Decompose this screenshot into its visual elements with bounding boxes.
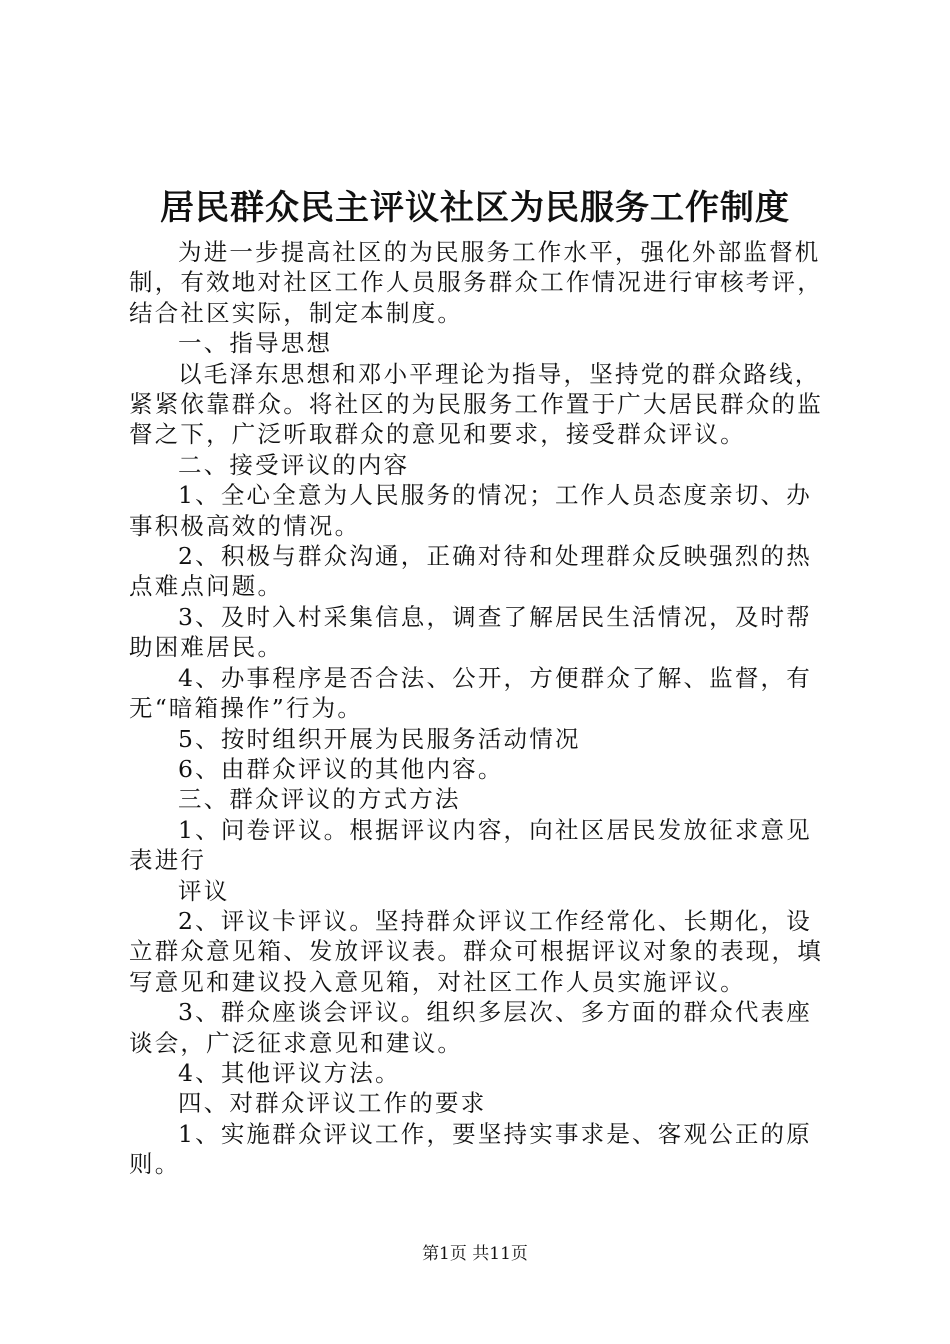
section-heading-3: 三、群众评议的方式方法 <box>178 785 461 814</box>
list-item-content-3: 3、及时入村采集信息，调查了解居民生活情况，及时帮助困难居民。 <box>129 602 812 662</box>
section-heading-4: 四、对群众评议工作的要求 <box>178 1089 487 1118</box>
list-item-method-4: 4、其他评议方法。 <box>178 1058 401 1087</box>
list-item-content-5: 5、按时组织开展为民服务活动情况 <box>178 724 581 753</box>
page-footer: 第1页 共11页 <box>422 1244 528 1264</box>
list-item-content-4: 4、办事程序是否合法、公开，方便群众了解、监督，有无“暗箱操作”行为。 <box>129 663 812 723</box>
list-item-method-1-continuation: 评议 <box>178 876 230 905</box>
section-heading-2: 二、接受评议的内容 <box>178 450 410 479</box>
list-item-method-1: 1、问卷评议。根据评议内容，向社区居民发放征求意见表进行 <box>129 815 812 875</box>
document-body <box>129 237 835 1180</box>
list-item-content-2: 2、积极与群众沟通，正确对待和处理群众反映强烈的热点难点问题。 <box>129 542 812 601</box>
list-item-content-1: 1、全心全意为人民服务的情况；工作人员态度亲切、办事积极高效的情况。 <box>129 481 812 540</box>
paragraph-intro: 为进一步提高社区的为民服务工作水平，强化外部监督机制，有效地对社区工作人员服务群众工作情况进行审核考评，结合社区实际，制定本制度。 <box>129 238 823 327</box>
list-item-requirement-1: 1、实施群众评议工作，要坚持实事求是、客观公正的原则。 <box>129 1119 812 1179</box>
section-heading-1: 一、指导思想 <box>178 329 333 358</box>
paragraph-guiding-thought: 以毛泽东思想和邓小平理论为指导，坚持党的群众路线，紧紧依靠群众。将社区的为民服务工作置于广大居民群众的监督之下，广泛听取群众的意见和要求，接受群众评议。 <box>129 359 823 449</box>
list-item-method-3: 3、群众座谈会评议。组织多层次、多方面的群众代表座谈会，广泛征求意见和建议。 <box>129 998 812 1057</box>
document-title: 居民群众民主评议社区为民服务工作制度 <box>160 188 790 228</box>
list-item-content-6: 6、由群众评议的其他内容。 <box>178 754 504 783</box>
list-item-method-2: 2、评议卡评议。坚持群众评议工作经常化、长期化，设立群众意见箱、发放评议表。群众可根据评议对象的表现，填写意见和建议投入意见箱，对社区工作人员实施评议。 <box>129 906 823 996</box>
